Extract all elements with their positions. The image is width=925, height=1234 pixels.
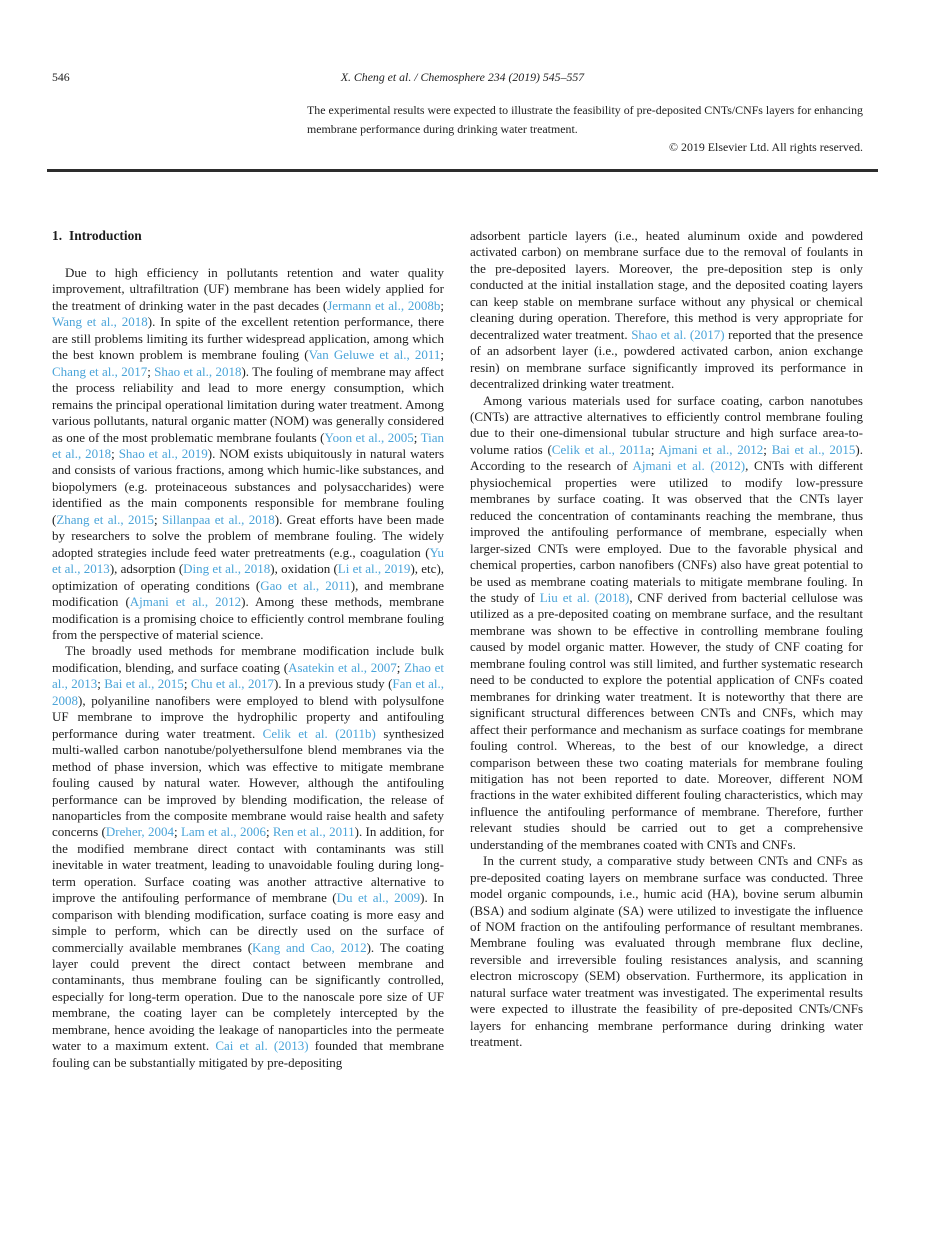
citation-link[interactable]: Celik et al., 2011a <box>551 441 651 457</box>
citation-link[interactable]: Ajmani et al., 2012 <box>129 594 242 610</box>
citation-link[interactable]: Zhao et al., 2013 <box>52 659 445 692</box>
citation-link[interactable]: Liu et al. (2018) <box>539 589 630 605</box>
paragraph: adsorbent particle layers (i.e., heated aluminum oxide and powdered activated carbon) on membrane surface due to the removal of foulants in the pre-deposited layers. Moreover, the pre-deposition step is only conducted at the initial installation stage, and the deposited coating layers can keep stable on membrane surface without any physical or chemical cleaning during operation. Therefore, this method is very appropriate for decentralized water treatment. Shao et al. (2017) reported that the presence of an adsorbent layer (i.e., powdered activated carbon, anion exchange resin) on membrane surface significantly improved its performance in decentralized drinking water treatment. <box>470 228 864 392</box>
citation-link[interactable]: Ajmani et al. (2012) <box>632 458 746 474</box>
citation-link[interactable]: Li et al., 2019 <box>337 561 411 577</box>
citation-link[interactable]: Jermann et al., 2008b <box>327 297 441 313</box>
citation-link[interactable]: Dreher, 2004 <box>105 824 174 840</box>
citation-link[interactable]: Bai et al., 2015 <box>104 676 184 692</box>
abstract-text: The experimental results were expected to illustrate the feasibility of pre-deposited CNTs/CNFs layers for enhancing membrane performance during drinking water treatment. <box>307 103 863 136</box>
citation-link[interactable]: Van Geluwe et al., 2011 <box>308 347 441 363</box>
citation-link[interactable]: Yoon et al., 2005 <box>324 429 414 445</box>
abstract-tail <box>307 101 863 157</box>
page-number: 546 <box>52 70 70 84</box>
citation-link[interactable]: Shao et al., 2019 <box>118 445 208 461</box>
citation-link[interactable]: Wang et al., 2018 <box>52 314 148 330</box>
citation-link[interactable]: Yu et al., 2013 <box>52 544 444 577</box>
paragraph: In the current study, a comparative study between CNTs and CNFs as pre-deposited coating layers on membrane surface was conducted. Three model organic compounds, i.e., humic acid (HA), bovine serum albumin (BSA) and sodium alginate (SA) were utilized to investigate the influence of NOM fraction on the antifouling performance of resultant membranes. Membrane fouling was evaluated through membrane flux decline, reversible and irreversible fouling resistances analysis, and scanning electron microscopy (SEM) observation. Furthermore, its application in natural surface water treatment was investigated. The experimental results were expected to illustrate the feasibility of pre-deposited CNTs/CNFs layers for enhancing membrane performance during drinking water treatment. <box>470 853 863 1050</box>
citation-link[interactable]: Kang and Cao, 2012 <box>252 939 367 955</box>
running-head: X. Cheng et al. / Chemosphere 234 (2019) 545–557 <box>340 70 585 84</box>
citation-link[interactable]: Ding et al., 2018 <box>183 561 271 577</box>
citation-link[interactable]: Ren et al., 2011 <box>272 824 355 840</box>
right-column <box>470 228 863 1051</box>
copyright-line: © 2019 Elsevier Ltd. All rights reserved. <box>669 140 863 154</box>
citation-link[interactable]: Cai et al. (2013) <box>215 1038 309 1054</box>
citation-link[interactable]: Chang et al., 2017 <box>52 363 148 379</box>
citation-link[interactable]: Asatekin et al., 2007 <box>288 659 397 675</box>
citation-link[interactable]: Chu et al., 2017 <box>190 676 274 692</box>
citation-link[interactable]: Shao et al. (2017) <box>631 326 725 342</box>
paragraph: Due to high efficiency in pollutants retention and water quality improvement, ultrafiltration (UF) membrane has been widely applied for the treatment of drinking water in the past decades (Jermann et al., 2008b; Wang et al., 2018). In spite of the excellent retention performance, there are still problems limiting its further widespread application, among which the best known problem is membrane fouling (Van Geluwe et al., 2011; Chang et al., 2017; Shao et al., 2018). The fouling of membrane may affect the process reliability and lead to more energy consumption, which remains the principal operational limitation during water treatment. Among various pollutants, natural organic matter (NOM) was generally considered as one of the most problematic membrane foulants (Yoon et al., 2005; Tian et al., 2018; Shao et al., 2019). NOM exists ubiquitously in natural waters and consists of various fractions, among which humic-like substances, and biopolymers (e.g. proteinaceous substances and polysaccharides) were identified as the main components responsible for membrane fouling (Zhang et al., 2015; Sillanpaa et al., 2018). Great efforts have been made by researchers to solve the problem of membrane fouling. The widely adopted strategies include feed water pretreatments (e.g., coagulation (Yu et al., 2013), adsorption (Ding et al., 2018), oxidation (Li et al., 2019), etc), optimization of operating conditions (Gao et al., 2011), and membrane modification (Ajmani et al., 2012). Among these methods, membrane modification is a promising choice to efficiently control membrane fouling from the perspective of material science. <box>52 265 445 642</box>
header-divider <box>47 169 878 172</box>
section-number: 1. <box>52 228 63 243</box>
section-heading <box>52 228 444 244</box>
citation-link[interactable]: Shao et al., 2018 <box>154 363 242 379</box>
citation-link[interactable]: Fan et al., 2008 <box>52 676 444 708</box>
left-column <box>52 228 444 1071</box>
citation-link[interactable]: Zhang et al., 2015 <box>56 511 154 527</box>
paragraph: Among various materials used for surface coating, carbon nanotubes (CNTs) are attractive alternatives to efficiently control membrane fouling due to their one-dimensional tubular structure and high surface area-to-volume ratios (Celik et al., 2011a; Ajmani et al., 2012; Bai et al., 2015). According to the research of Ajmani et al. (2012), CNTs with different physiochemical properties were utilized to modify low-pressure membranes by surface coating. It was observed that the CNTs layer reduced the concentration of contaminants reaching the membrane, thus improved the antifouling performance of membrane, especially when larger-sized CNTs were employed. Due to the favorable physical and chemical properties, carbon nanofibers (CNFs) also have great potential to be used as membrane coating materials to mitigate membrane fouling. In the study of Liu et al. (2018), CNF derived from bacterial cellulose was utilized as a pre-deposited coating on membrane surface, and the resultant membrane was shown to be effective in controlling membrane fouling caused by model organic matter. However, the study of CNF coating for membrane fouling control was still limited, and further systematic research need to be conducted to explore the potential application of CNFs coated membranes for drinking water treatment. It is noteworthy that there are significant structural differences between CNTs and CNFs, which may affect their performance and mechanism as surface coatings for membrane fouling control. Whereas, to the best of our knowledge, a direct comparison between these two coating materials for membrane fouling mitigation has not been reported to date. Moreover, different NOM fractions in the water exhibited different fouling characteristics, which may influence the antifouling performance of membrane. Therefore, further relevant studies should be carried out to get a comprehensive understanding of the membranes coated with CNTs and CNFs. <box>470 392 864 852</box>
citation-link[interactable]: Ajmani et al., 2012 <box>658 441 764 457</box>
citation-link[interactable]: Celik et al. (2011b) <box>262 725 376 741</box>
citation-link[interactable]: Tian et al., 2018 <box>52 429 444 461</box>
citation-link[interactable]: Sillanpaa et al., 2018 <box>161 511 275 527</box>
paragraph: The broadly used methods for membrane modification include bulk modification, blending, and surface coating (Asatekin et al., 2007; Zhao et al., 2013; Bai et al., 2015; Chu et al., 2017). In a previous study (Fan et al., 2008), polyaniline nanofibers were employed to blend with polysulfone UF membrane to improve the hydrophilic property and antifouling performance during water treatment. Celik et al. (2011b) synthesized multi-walled carbon nanotube/polyethersulfone blend membranes via the method of phase inversion, which was effective to mitigate membrane fouling caused by natural water. However, although the antifouling performance can be improved by blending modification, the release of nanoparticles from the composite membrane would raise health and safety concerns (Dreher, 2004; Lam et al., 2006; Ren et al., 2011). In addition, for the modified membrane direct contact with contaminants was still inevitable in water treatment, leading to unavoidable fouling during long-term operation. Surface coating was another attractive alternative to improve the antifouling performance of membrane (Du et al., 2009). In comparison with blending modification, surface coating is more easy and simple to perform, which can be directly used on the surface of commercially available membranes (Kang and Cao, 2012). The coating layer could prevent the direct contact between membrane and contaminants, thus membrane fouling can be significantly controlled, especially for long-term operation. Due to the nanoscale pore size of UF membrane, the coating layer can be completely intercepted by the membrane, hence avoiding the leakage of nanoparticles into the permeate water to a maximum extent. Cai et al. (2013) founded that membrane fouling can be substantially mitigated by pre-depositing <box>52 643 445 1070</box>
section-title: Introduction <box>69 228 142 243</box>
citation-link[interactable]: Gao et al., 2011 <box>260 577 351 593</box>
citation-link[interactable]: Du et al., 2009 <box>336 890 421 906</box>
article-body <box>52 228 863 1071</box>
citation-link[interactable]: Bai et al., 2015 <box>771 441 856 457</box>
citation-link[interactable]: Lam et al., 2006 <box>180 824 266 840</box>
